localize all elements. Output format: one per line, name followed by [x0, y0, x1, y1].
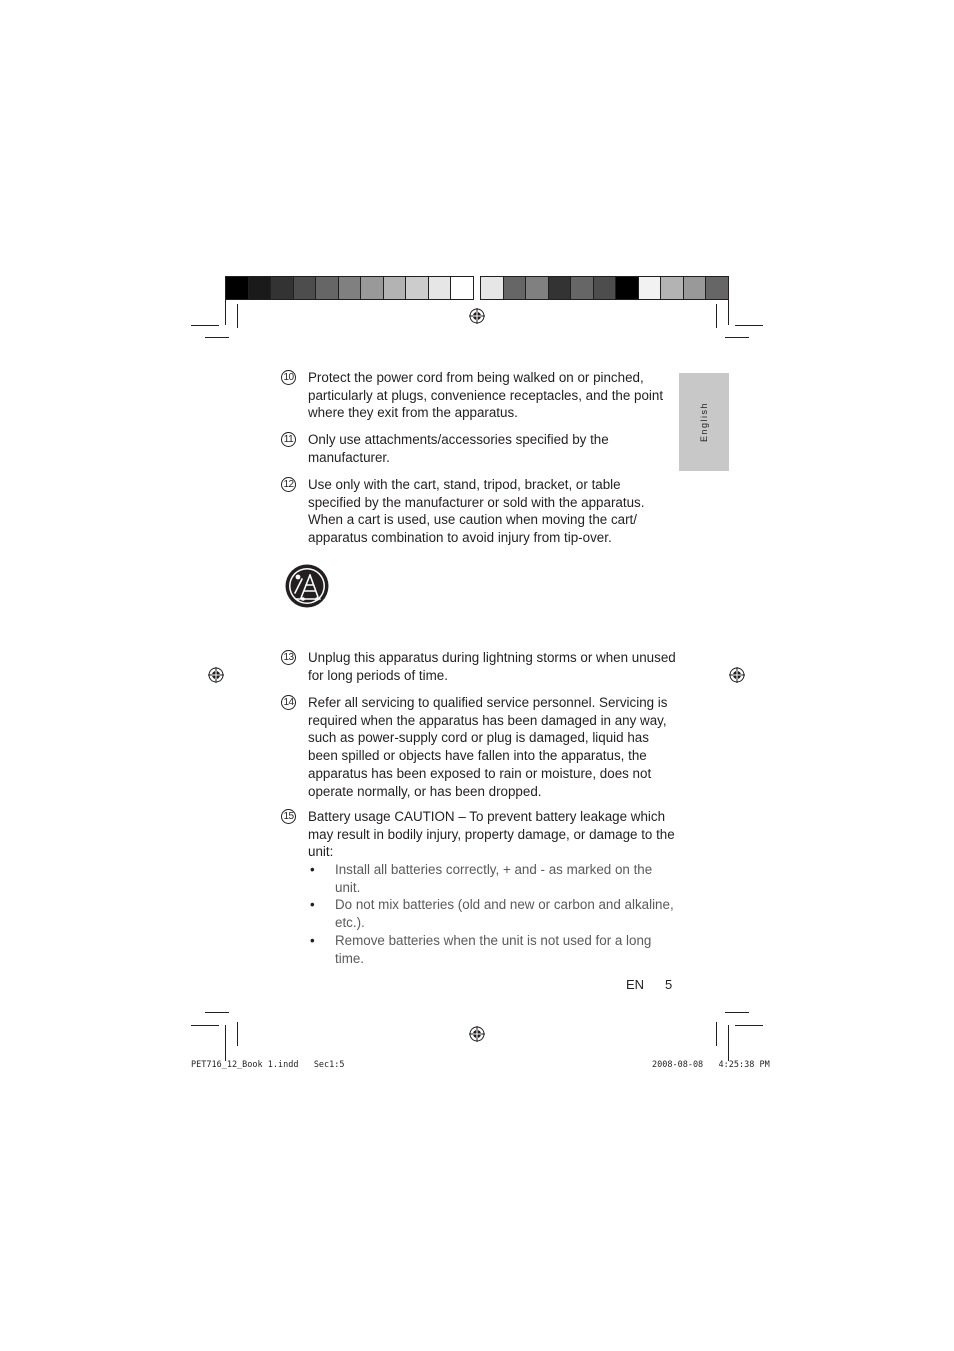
- registration-mark-icon: [208, 667, 224, 683]
- color-bar-right: [480, 276, 729, 300]
- crop-mark: [237, 304, 238, 328]
- color-swatch: [316, 277, 339, 299]
- item-number: 14: [281, 695, 296, 710]
- color-swatch: [594, 277, 617, 299]
- color-bar-left: [225, 276, 474, 300]
- crop-mark: [728, 291, 729, 325]
- item-text: Unplug this apparatus during lightning storms or when unused for long periods of time.: [308, 650, 676, 683]
- crop-mark: [205, 337, 229, 338]
- page-number: 5: [665, 977, 673, 992]
- cart-tip-over-warning-icon: [284, 563, 330, 609]
- crop-mark: [735, 325, 763, 326]
- item-number: 13: [281, 650, 296, 665]
- color-swatch: [549, 277, 572, 299]
- color-swatch: [684, 277, 707, 299]
- list-item: • Install all batteries correctly, + and - as marked on the unit.: [310, 862, 653, 895]
- item-text: Only use attachments/accessories specified by the manufacturer.: [308, 432, 609, 465]
- color-swatch: [361, 277, 384, 299]
- color-swatch: [294, 277, 317, 299]
- crop-mark: [191, 325, 219, 326]
- slug-filename: PET716_12_Book 1.indd Sec1:5: [191, 1060, 345, 1070]
- item-number: 11: [281, 432, 296, 447]
- color-swatch: [249, 277, 272, 299]
- footer-language: EN: [626, 977, 645, 992]
- color-swatch: [661, 277, 684, 299]
- color-swatch: [271, 277, 294, 299]
- item-text: Use only with the cart, stand, tripod, bracket, or table specified by the manufacturer or sold with the apparatus. When a cart is used, use caution when moving the cart/ apparatus combination to avoid injury from tip-over.: [308, 477, 645, 546]
- crop-mark: [716, 1022, 717, 1046]
- item-number: 15: [281, 809, 296, 824]
- color-swatch: [384, 277, 407, 299]
- crop-mark: [716, 304, 717, 328]
- list-item: • Remove batteries when the unit is not used for a long time.: [310, 932, 652, 966]
- item-number: 10: [281, 370, 296, 385]
- color-swatch: [451, 277, 473, 299]
- color-swatch: [429, 277, 452, 299]
- crop-mark: [728, 1025, 729, 1061]
- registration-mark-icon: [729, 667, 745, 683]
- crop-mark: [205, 1012, 229, 1013]
- color-swatch: [526, 277, 549, 299]
- item-text: Battery usage CAUTION – To prevent battery leakage which may result in bodily injury, property damage, or damage to the unit:: [308, 809, 675, 860]
- color-swatch: [226, 277, 249, 299]
- list-item: • Do not mix batteries (old and new or carbon and alkaline, etc.).: [310, 897, 674, 931]
- crop-mark: [735, 1025, 763, 1026]
- crop-mark: [725, 337, 749, 338]
- crop-mark: [225, 1025, 226, 1061]
- crop-mark: [191, 1025, 219, 1026]
- color-swatch: [481, 277, 504, 299]
- color-swatch: [616, 277, 639, 299]
- language-tab: [679, 373, 729, 471]
- color-swatch: [504, 277, 527, 299]
- registration-mark-icon: [469, 308, 485, 324]
- crop-mark: [725, 1012, 749, 1013]
- color-swatch: [706, 277, 728, 299]
- color-swatch: [406, 277, 429, 299]
- crop-mark: [225, 291, 226, 325]
- color-swatch: [639, 277, 662, 299]
- color-swatch: [339, 277, 362, 299]
- language-tab-label: English: [699, 401, 709, 443]
- registration-mark-icon: [469, 1026, 485, 1042]
- item-text: Refer all servicing to qualified service personnel. Servicing is required when the apparatus has been damaged in any way, such as power-supply cord or plug is damaged, liquid has been spilled or objects have fallen into the apparatus, the apparatus has been exposed to rain or moisture, does not operate normally, or has been dropped.: [308, 695, 668, 799]
- battery-bullet-list: [308, 861, 678, 967]
- color-swatch: [571, 277, 594, 299]
- crop-mark: [237, 1022, 238, 1046]
- slug-datetime: 2008-08-08 4:25:38 PM: [652, 1060, 770, 1070]
- item-text: Protect the power cord from being walked on or pinched, particularly at plugs, convenience receptacles, and the point where they exit from the apparatus.: [308, 370, 664, 421]
- item-number: 12: [281, 477, 296, 492]
